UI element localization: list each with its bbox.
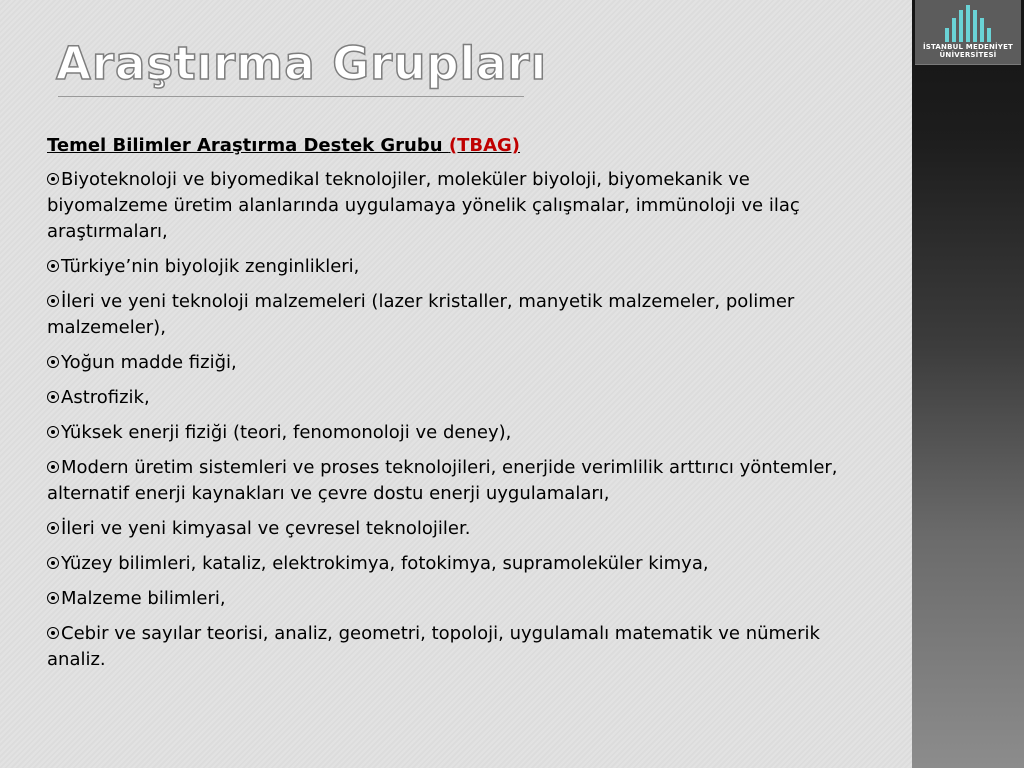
list-item-text: Biyoteknoloji ve biyomedikal teknolojiler, moleküler biyoloji, biyomekanik ve biyomalzeme üretim alanlarında uygulamaya yönelik çalışmalar, immünoloji ve ilaç araştırmaları, (47, 169, 800, 242)
bullet-icon (47, 391, 59, 403)
bullet-icon (47, 522, 59, 534)
list-item (47, 167, 847, 245)
bullet-icon (47, 173, 59, 185)
list-item (47, 621, 847, 673)
slide-body (47, 133, 847, 682)
list-item (47, 516, 847, 542)
list-item (47, 551, 847, 577)
list-item-text: Yoğun madde fiziği, (61, 352, 237, 373)
bullet-icon (47, 461, 59, 473)
bullet-icon (47, 356, 59, 368)
list-item-text: İleri ve yeni kimyasal ve çevresel teknolojiler. (61, 518, 471, 539)
section-heading-acronym: (TBAG) (448, 135, 520, 156)
list-item-text: İleri ve yeni teknoloji malzemeleri (lazer kristaller, manyetik malzemeler, polimer malzemeler), (47, 291, 795, 338)
list-item (47, 420, 847, 446)
list-item-text: Astrofizik, (61, 387, 150, 408)
list-item-text: Malzeme bilimleri, (61, 588, 226, 609)
bullet-icon (47, 557, 59, 569)
slide-title: Araştırma Grupları (56, 37, 548, 90)
list-item (47, 385, 847, 411)
bullet-icon (47, 627, 59, 639)
list-item-text: Yüzey bilimleri, kataliz, elektrokimya, fotokimya, supramoleküler kimya, (61, 553, 709, 574)
bullet-icon (47, 426, 59, 438)
logo-text-line-1: İSTANBUL MEDENİYET (922, 43, 1014, 51)
university-logo (915, 0, 1021, 65)
sidebar-panel (912, 0, 1024, 768)
list-item (47, 455, 847, 507)
list-item (47, 254, 847, 280)
list-item-text: Yüksek enerji fiziği (teori, fenomonoloji ve deney), (61, 422, 512, 443)
bullet-icon (47, 260, 59, 272)
title-divider (58, 96, 524, 97)
list-item (47, 586, 847, 612)
university-building-logo-icon (943, 4, 993, 42)
bullet-icon (47, 295, 59, 307)
bullet-icon (47, 592, 59, 604)
list-item (47, 350, 847, 376)
section-heading (47, 133, 847, 159)
section-heading-text: Temel Bilimler Araştırma Destek Grubu (47, 135, 449, 156)
logo-text-line-2: ÜNİVERSİTESİ (939, 51, 997, 59)
list-item-text: Modern üretim sistemleri ve proses teknolojileri, enerjide verimlilik arttırıcı yöntemler, alternatif enerji kaynakları ve çevre dostu enerji uygulamaları, (47, 457, 838, 504)
list-item-text: Türkiye’nin biyolojik zenginlikleri, (61, 256, 360, 277)
list-item-text: Cebir ve sayılar teorisi, analiz, geometri, topoloji, uygulamalı matematik ve nümerik analiz. (47, 623, 820, 670)
list-item (47, 289, 847, 341)
